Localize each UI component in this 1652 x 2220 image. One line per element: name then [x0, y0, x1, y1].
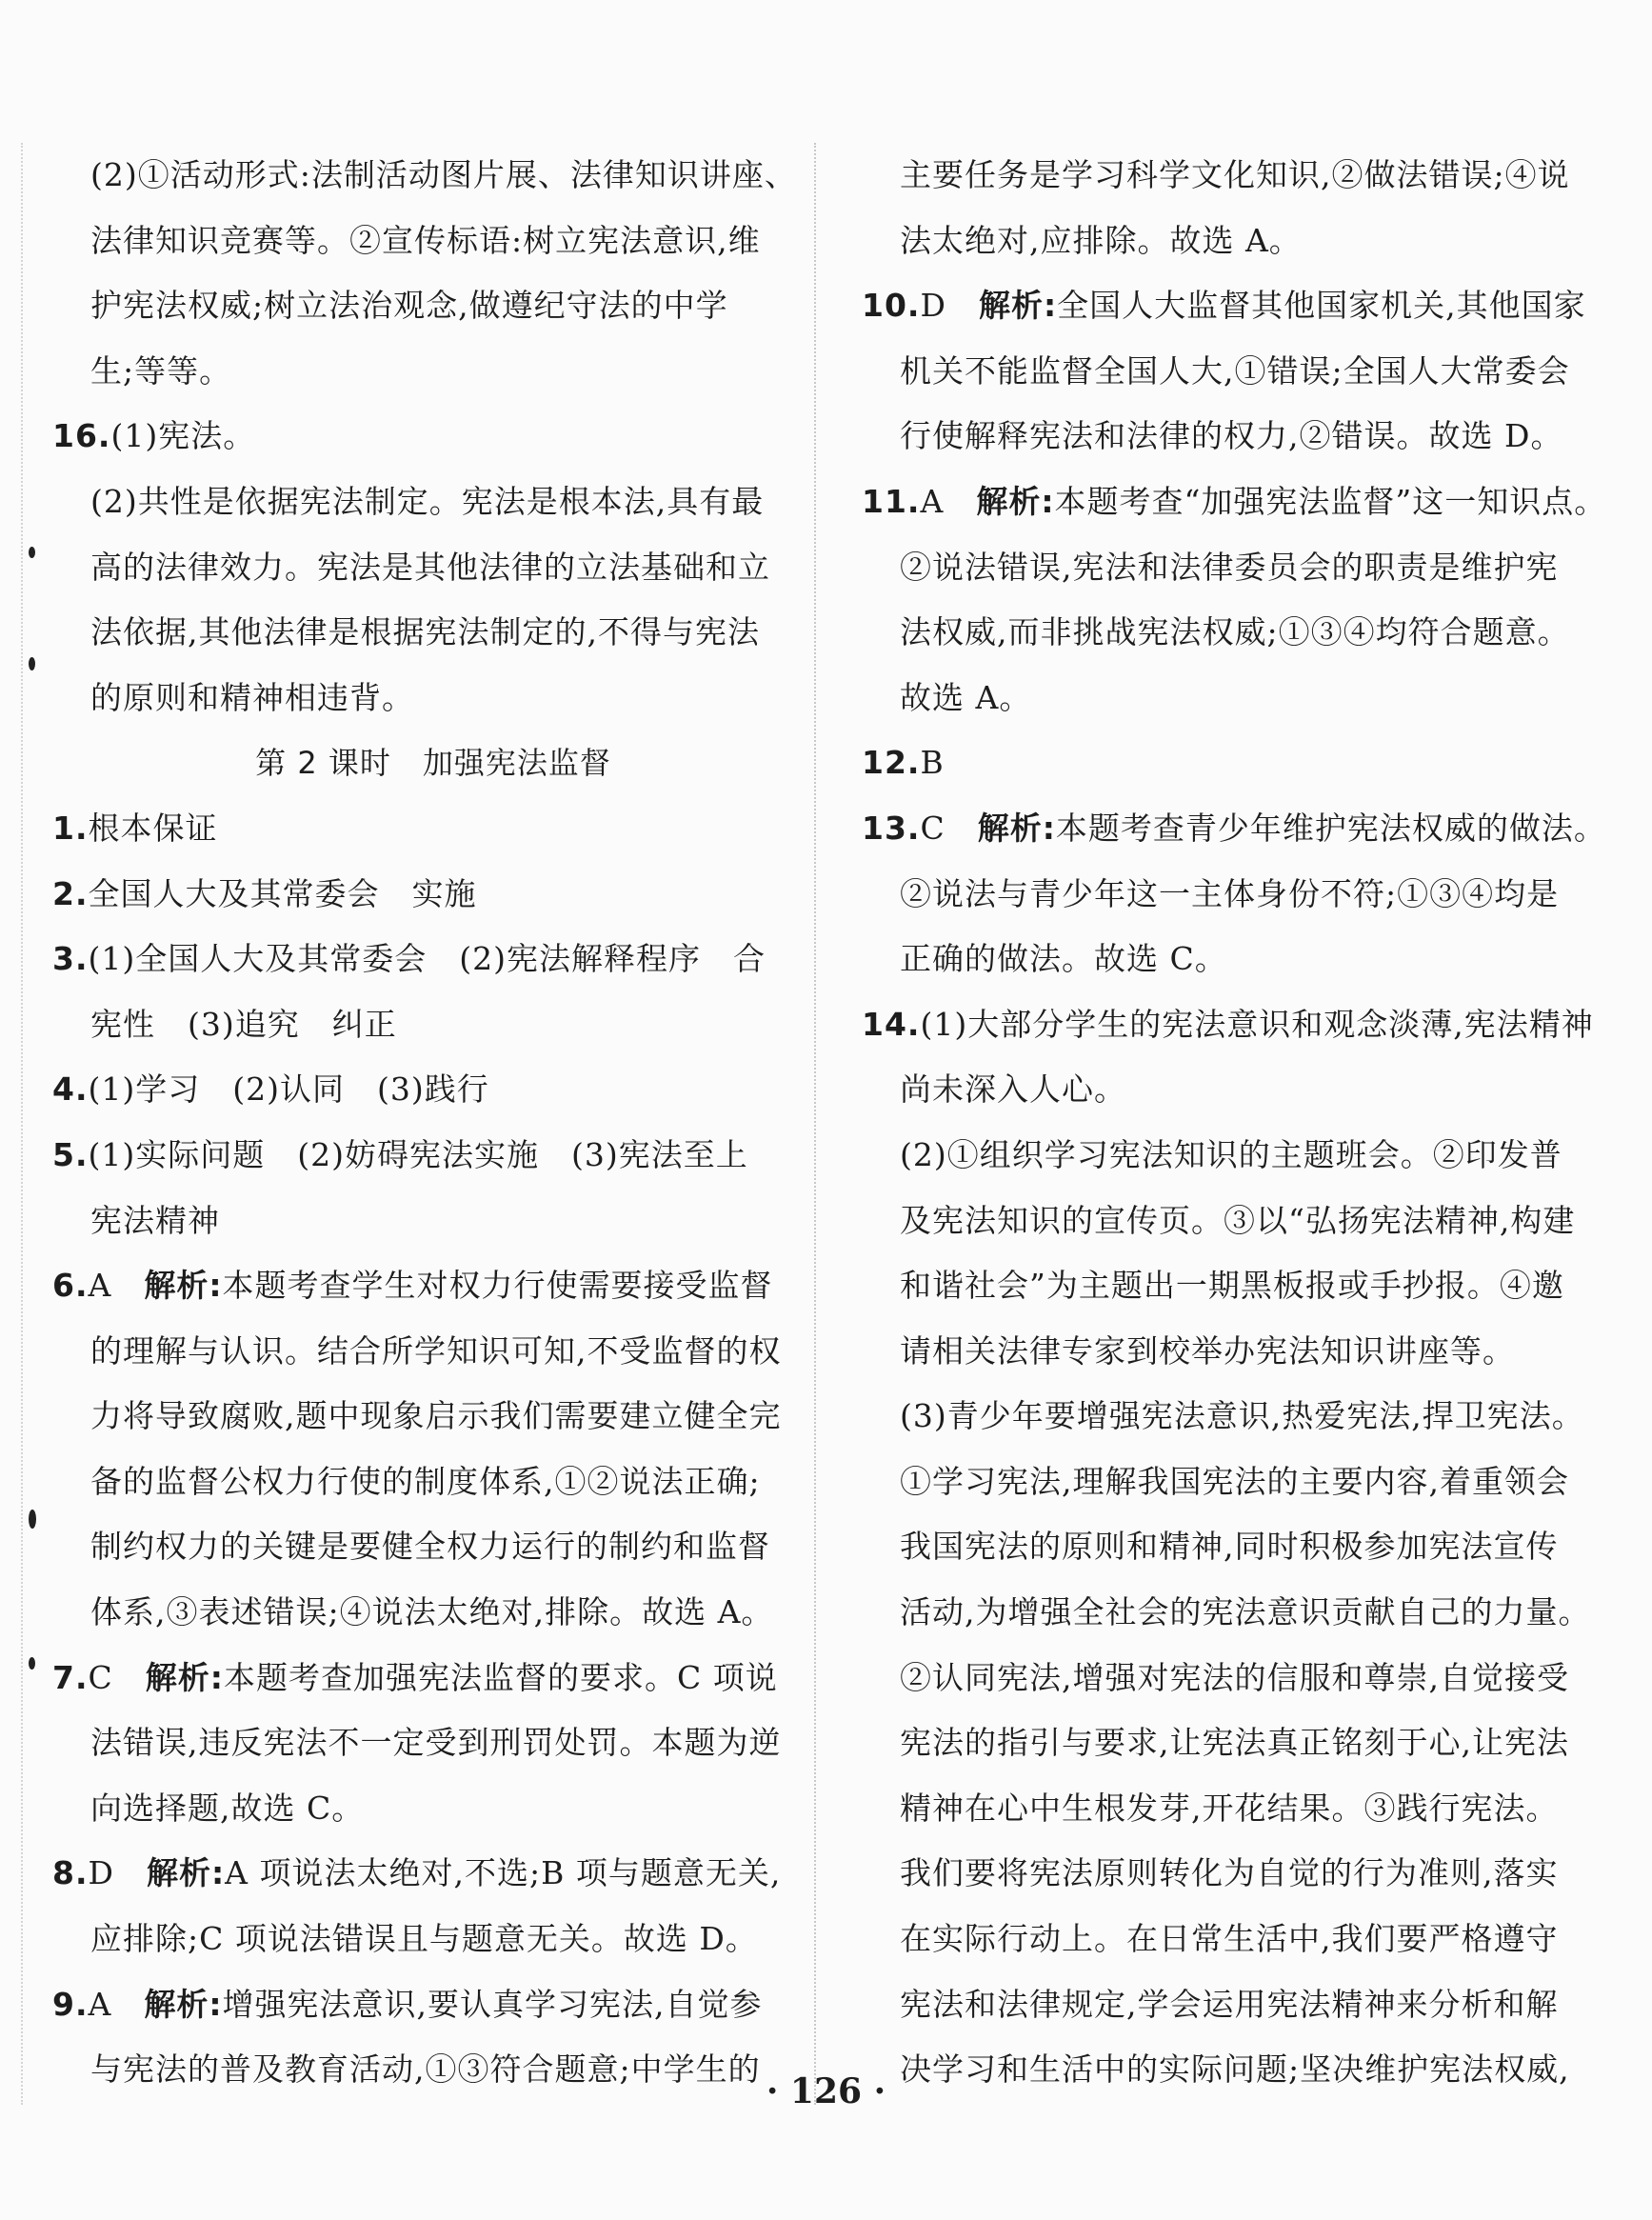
answer-text: 尚未深入人心。	[900, 1070, 1126, 1109]
analysis-keyword: 解析:	[144, 1267, 223, 1305]
answer-line	[862, 992, 1594, 1058]
answer-text: ②认同宪法,增强对宪法的信服和尊崇,自觉接受	[900, 1658, 1569, 1696]
answer-text: 我国宪法的原则和精神,同时积极参加宪法宣传	[900, 1528, 1559, 1566]
answer-text: 根本保证	[88, 809, 218, 847]
answer-text: 行使解释宪法和法律的权力,②错误。故选 D。	[900, 417, 1563, 455]
answer-text: (2)共性是依据宪法制定。宪法是根本法,具有最	[90, 482, 765, 520]
answer-text: 法错误,违反宪法不一定受到刑罚处罚。本题为逆	[90, 1724, 782, 1762]
answer-line	[862, 404, 1585, 470]
answer-text: (1)实际问题 (2)妨碍宪法实施 (3)宪法至上	[88, 1135, 748, 1173]
answer-text: 备的监督公权力行使的制度体系,①②说法正确;	[90, 1462, 761, 1500]
page-number: · 126 ·	[766, 2071, 886, 2111]
answer-text: 全国人大及其常委会 实施	[88, 874, 477, 912]
answer-text: 正确的做法。故选 C。	[900, 940, 1227, 978]
answer-text: 和谐社会”为主题出一期黑板报或手抄报。④邀	[900, 1267, 1564, 1305]
answer-text: 在实际行动上。在日常生活中,我们要严格遵守	[900, 1920, 1559, 1958]
question-number: 4.	[52, 1070, 89, 1109]
section-heading-text: 第 2 课时 加强宪法监督	[255, 745, 611, 782]
answer-line	[862, 1580, 1591, 1646]
answer-line	[52, 1450, 786, 1515]
answer-text: 向选择题,故选 C。	[90, 1789, 365, 1827]
answer-line	[862, 1776, 1585, 1842]
answer-line	[52, 1319, 786, 1385]
answer-line	[862, 862, 1585, 928]
answer-text: 精神在心中生根发芽,开花结果。③践行宪法。	[900, 1789, 1559, 1827]
answer-line	[52, 1189, 786, 1254]
answer-line	[52, 1123, 786, 1189]
answer-line	[862, 339, 1585, 405]
answer-text: 决学习和生活中的实际问题;坚决维护宪法权威,	[900, 2050, 1570, 2089]
answer-line	[52, 666, 786, 731]
answer-text: (1)全国人大及其常委会 (2)宪法解释程序 合	[88, 940, 766, 978]
answer-line	[52, 1972, 786, 2038]
answer-text: (1)大部分学生的宪法意识和观念淡薄,宪法精神	[920, 1005, 1594, 1043]
answer-text: 法依据,其他法律是根据宪法制定的,不得与宪法	[90, 613, 760, 651]
answer-line	[862, 1319, 1585, 1385]
answer-line	[52, 404, 786, 470]
answer-line	[52, 1646, 786, 1711]
analysis-keyword: 解析:	[978, 287, 1058, 325]
answer-line	[52, 470, 786, 535]
answer-text: 与宪法的普及教育活动,①③符合题意;中学生的	[90, 2050, 761, 2089]
answer-text: 及宪法知识的宣传页。③以“弘扬宪法精神,构建	[900, 1201, 1576, 1239]
answer-line	[52, 1841, 786, 1907]
question-number: 3.	[52, 940, 89, 978]
question-number: 13.	[862, 809, 921, 847]
question-number: 5.	[52, 1135, 89, 1173]
answer-line	[52, 796, 786, 862]
answer-line	[52, 1057, 786, 1123]
answer-line	[52, 339, 786, 405]
answer-line	[862, 1646, 1585, 1711]
answer-text: 活动,为增强全社会的宪法意识贡献自己的力量。	[900, 1593, 1591, 1631]
answer-text: 故选 A。	[900, 678, 1032, 716]
answer-line	[52, 1514, 786, 1580]
answer-line	[862, 1710, 1585, 1776]
answer-text: 的理解与认识。结合所学知识可知,不受监督的权	[90, 1331, 782, 1370]
binding-mark	[29, 547, 35, 558]
column-divider	[814, 143, 816, 2105]
answer-line	[862, 1057, 1585, 1123]
left-column	[52, 143, 797, 2103]
answer-text: 法太绝对,应排除。故选 A。	[900, 221, 1302, 259]
answer-line	[52, 927, 786, 992]
answer-line	[862, 535, 1585, 601]
answer-line	[862, 1907, 1585, 1972]
answer-text: C 解析:本题考查青少年维护宪法权威的做法。	[920, 809, 1606, 847]
answer-line	[52, 1776, 786, 1842]
binding-mark	[29, 657, 35, 670]
answer-text: 主要任务是学习科学文化知识,②做法错误;④说	[900, 156, 1570, 193]
answer-line	[52, 992, 786, 1058]
answer-line	[862, 273, 1585, 339]
right-column	[862, 143, 1607, 2103]
binding-mark	[29, 1510, 36, 1529]
answer-line	[52, 143, 797, 209]
answer-line	[52, 535, 786, 601]
answer-line	[862, 600, 1585, 666]
answer-line	[862, 730, 1585, 796]
answer-text: 法律知识竞赛等。②宣传标语:树立宪法意识,维	[90, 221, 761, 259]
analysis-keyword: 解析:	[146, 1854, 226, 1892]
question-number: 8.	[52, 1854, 89, 1892]
answer-text: 宪法和法律规定,学会运用宪法精神来分析和解	[900, 1985, 1559, 2023]
answer-text: D 解析:A 项说法太绝对,不选;B 项与题意无关,	[88, 1854, 782, 1892]
answer-text: 宪法的指引与要求,让宪法真正铭刻于心,让宪法	[900, 1724, 1569, 1762]
answer-line	[862, 927, 1585, 992]
answer-text: ①学习宪法,理解我国宪法的主要内容,着重领会	[900, 1462, 1569, 1500]
answer-line	[862, 1514, 1585, 1580]
answer-text: 请相关法律专家到校举办宪法知识讲座等。	[900, 1331, 1515, 1370]
answer-line	[862, 1841, 1585, 1907]
answer-line	[862, 796, 1606, 862]
answer-text: 力将导致腐败,题中现象启示我们需要建立健全完	[90, 1397, 782, 1435]
answer-line	[52, 1580, 786, 1646]
answer-text: ②说法与青少年这一主体身份不符;①③④均是	[900, 874, 1560, 912]
answer-text: 机关不能监督全国人大,①错误;全国人大常委会	[900, 351, 1570, 390]
answer-line	[862, 1189, 1585, 1254]
answer-line	[52, 600, 786, 666]
question-number: 9.	[52, 1985, 89, 2023]
answer-text: ②说法错误,宪法和法律委员会的职责是维护宪	[900, 548, 1559, 586]
answer-line	[52, 1253, 786, 1319]
answer-line	[862, 1253, 1585, 1319]
answer-line	[862, 1972, 1585, 2038]
binding-mark	[29, 1657, 35, 1670]
question-number: 12.	[862, 744, 921, 782]
answer-text: 制约权力的关键是要健全权力运行的制约和监督	[90, 1528, 770, 1566]
analysis-keyword: 解析:	[144, 1985, 223, 2023]
answer-text: (1)学习 (2)认同 (3)践行	[88, 1070, 489, 1109]
answer-text: 我们要将宪法原则转化为自觉的行为准则,落实	[900, 1854, 1559, 1892]
left-margin-dotted-line	[21, 143, 23, 2105]
question-number: 7.	[52, 1658, 89, 1696]
answer-line	[862, 666, 1585, 731]
analysis-keyword: 解析:	[977, 809, 1056, 847]
answer-text: 宪性 (3)追究 纠正	[90, 1005, 397, 1043]
answer-text: 法权威,而非挑战宪法权威;①③④均符合题意。	[900, 613, 1570, 651]
analysis-keyword: 解析:	[145, 1658, 224, 1696]
answer-text: 应排除;C 项说法错误且与题意无关。故选 D。	[90, 1920, 758, 1958]
analysis-keyword: 解析:	[976, 482, 1055, 520]
answer-line	[862, 1450, 1585, 1515]
question-number: 6.	[52, 1267, 89, 1305]
answer-line	[862, 470, 1607, 535]
answer-text: 宪法精神	[90, 1201, 220, 1239]
answer-text: A 解析:增强宪法意识,要认真学习宪法,自觉参	[88, 1985, 763, 2023]
answer-text: A 解析:本题考查学生对权力行使需要接受监督	[88, 1267, 773, 1305]
answer-line	[862, 1123, 1585, 1189]
answer-text: (2)①活动形式:法制活动图片展、法律知识讲座、	[90, 156, 797, 193]
answer-line	[52, 273, 786, 339]
answer-text: 的原则和精神相违背。	[90, 678, 414, 716]
answer-text: B	[920, 744, 945, 782]
answer-line	[52, 1907, 786, 1972]
question-number: 2.	[52, 874, 89, 912]
answer-line	[52, 1384, 786, 1450]
question-number: 16.	[52, 417, 111, 455]
question-number: 10.	[862, 287, 921, 325]
section-heading	[52, 730, 786, 796]
question-number: 14.	[862, 1005, 921, 1043]
answer-text: 高的法律效力。宪法是其他法律的立法基础和立	[90, 548, 770, 586]
answer-text: (1)宪法。	[110, 417, 256, 455]
answer-text: (3)青少年要增强宪法意识,热爱宪法,捍卫宪法。	[900, 1397, 1584, 1435]
question-number: 11.	[862, 482, 921, 520]
answer-line	[862, 143, 1585, 209]
answer-text: D 解析:全国人大监督其他国家机关,其他国家	[920, 287, 1586, 325]
answer-text: 生;等等。	[90, 351, 232, 390]
answer-text: 护宪法权威;树立法治观念,做遵纪守法的中学	[90, 287, 728, 325]
answer-text: A 解析:本题考查“加强宪法监督”这一知识点。	[920, 482, 1607, 520]
answer-line	[52, 862, 786, 928]
answer-text: 体系,③表述错误;④说法太绝对,排除。故选 A。	[90, 1593, 774, 1631]
answer-line	[52, 1710, 786, 1776]
answer-line	[862, 1384, 1585, 1450]
answer-line	[52, 209, 786, 274]
answer-line	[862, 209, 1585, 274]
answer-text: (2)①组织学习宪法知识的主题班会。②印发普	[900, 1135, 1562, 1173]
answer-text: C 解析:本题考查加强宪法监督的要求。C 项说	[88, 1658, 778, 1696]
question-number: 1.	[52, 809, 89, 847]
